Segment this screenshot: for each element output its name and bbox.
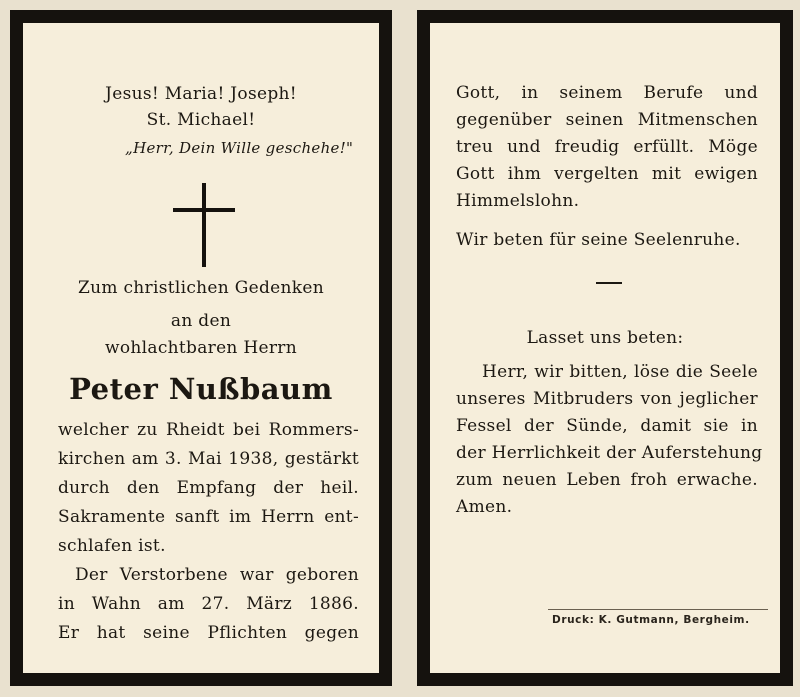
body-line: Er hat seine Pflichten gegen [58, 623, 359, 643]
intro-line-3: wohlachtbaren Herrn [105, 338, 297, 358]
body-line: Gott, in seinem Berufe und [456, 83, 758, 103]
body-line: durch den Empfang der heil. [58, 478, 359, 498]
prayer-line: Amen. [456, 497, 513, 517]
body-line: schlafen ist. [58, 536, 166, 556]
divider [596, 282, 622, 284]
invocation-line-1: Jesus! Maria! Joseph! [105, 84, 297, 104]
body-line: Himmelslohn. [456, 191, 580, 211]
closing-line: Wir beten für seine Seelenruhe. [456, 230, 741, 250]
body-line: kirchen am 3. Mai 1938, gestärkt [58, 449, 359, 469]
prayer-line: zum neuen Leben froh erwache. [456, 470, 758, 490]
left-card-paper [23, 23, 379, 673]
cross-icon [173, 183, 235, 267]
intro-line-1: Zum christlichen Gedenken [78, 278, 324, 298]
body-line: gegenüber seinen Mitmenschen [456, 110, 758, 130]
body-line: Gott ihm vergelten mit ewigen [456, 164, 758, 184]
printer-imprint: Druck: K. Gutmann, Bergheim. [552, 614, 750, 626]
prayer-line: Fessel der Sünde, damit sie in [456, 416, 758, 436]
deceased-name: Peter Nußbaum [69, 372, 333, 406]
intro-line-2: an den [170, 311, 232, 331]
prayer-line: Herr, wir bitten, löse die Seele [482, 362, 758, 382]
body-line: Sakramente sanft im Herrn ent- [58, 507, 359, 527]
prayer-heading: Lasset uns beten: [526, 328, 684, 348]
right-card-paper [430, 23, 780, 673]
invocation-line-2: St. Michael! [146, 110, 256, 130]
prayer-line: der Herrlichkeit der Auferstehung [456, 443, 763, 463]
prayer-line: unseres Mitbruders von jeglicher [456, 389, 758, 409]
body-line: in Wahn am 27. März 1886. [58, 594, 359, 614]
body-line: Der Verstorbene war geboren [75, 565, 359, 585]
left-card [10, 10, 392, 686]
right-card [417, 10, 793, 686]
body-line: welcher zu Rheidt bei Rommers- [58, 420, 359, 440]
body-line: treu und freudig erfüllt. Möge [456, 137, 758, 157]
motto: „Herr, Dein Wille geschehe!" [125, 139, 354, 157]
printer-rule [548, 609, 768, 610]
